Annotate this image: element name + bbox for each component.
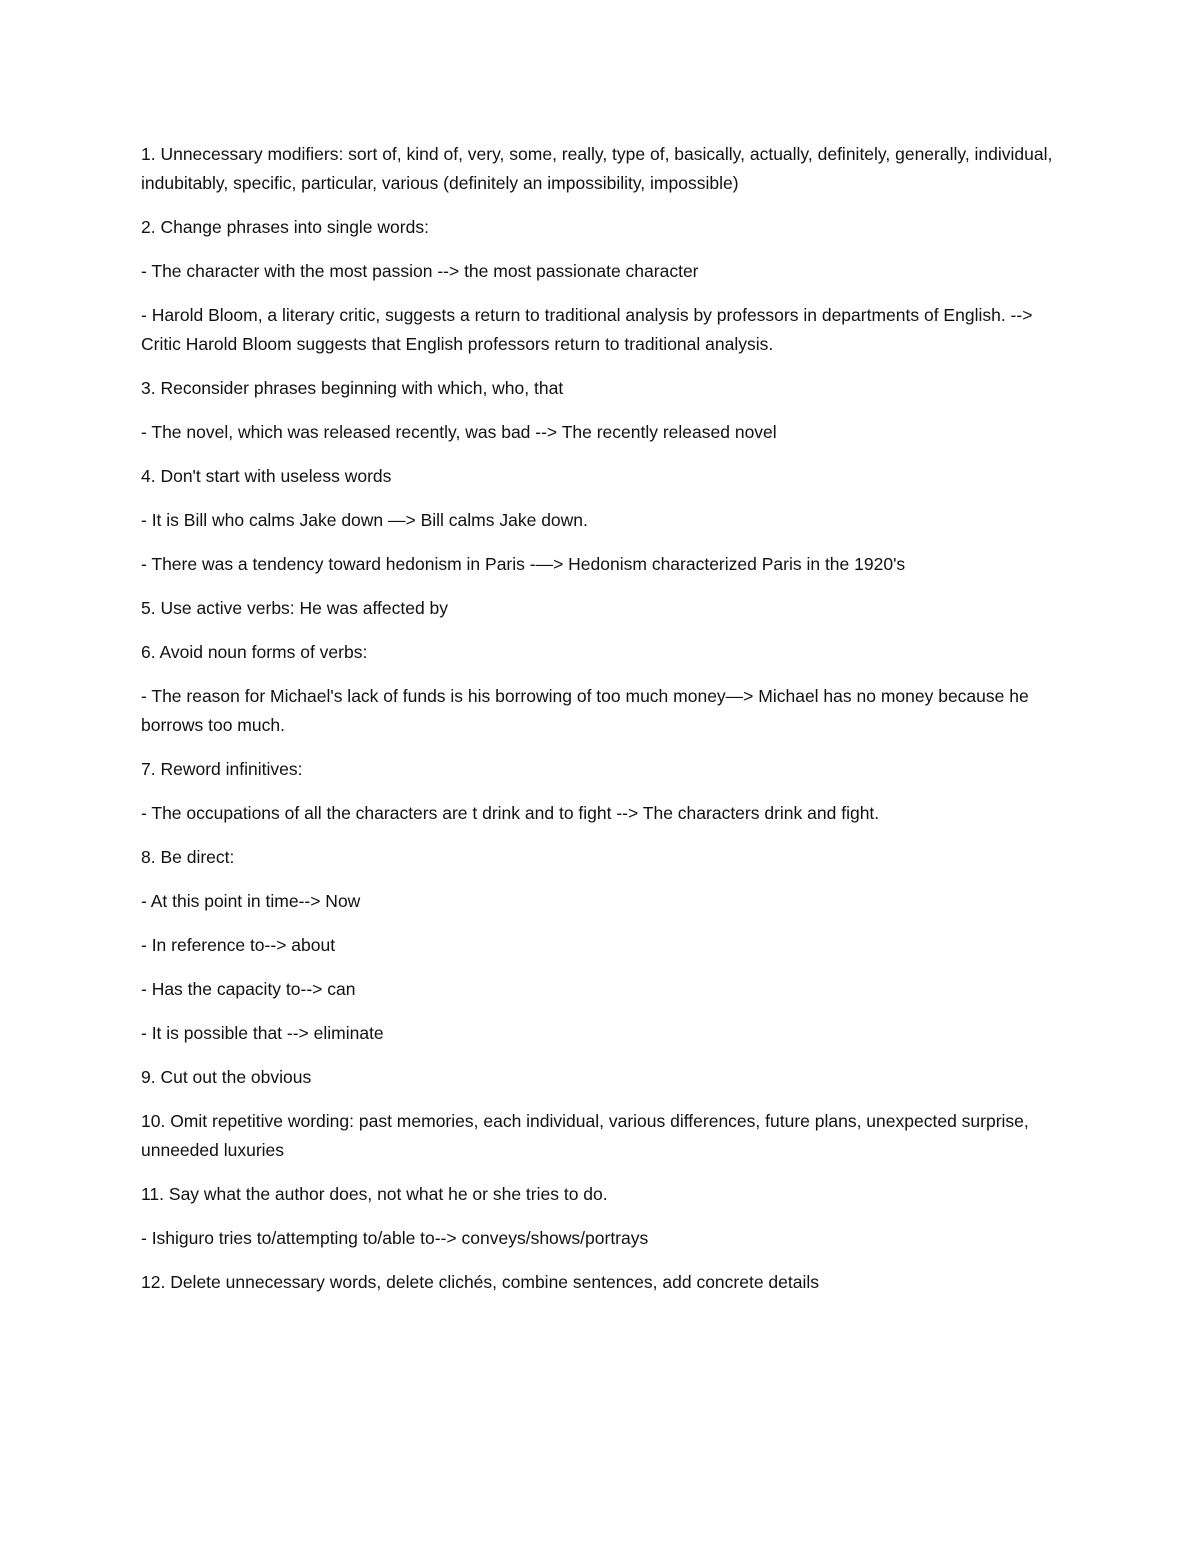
item-9-cut-obvious: 9. Cut out the obvious — [141, 1067, 312, 1087]
item-3-heading: 3. Reconsider phrases beginning with which, who, that — [141, 378, 564, 398]
item-11-heading: 11. Say what the author does, not what he or she tries to do. — [141, 1184, 608, 1204]
item-4-example-2: - There was a tendency toward hedonism in Paris -—> Hedonism characterized Paris in the 1920's — [141, 554, 906, 574]
item-8-example-4: - It is possible that --> eliminate — [141, 1023, 384, 1043]
item-7-example: - The occupations of all the characters are t drink and to fight --> The characters drink and fight. — [141, 803, 880, 823]
item-4-example-1: - It is Bill who calms Jake down —> Bill calms Jake down. — [141, 510, 588, 530]
item-5-active-verbs: 5. Use active verbs: He was affected by — [141, 598, 449, 618]
item-7-heading: 7. Reword infinitives: — [141, 759, 303, 779]
item-3-example: - The novel, which was released recently, was bad --> The recently released novel — [141, 422, 777, 442]
item-8-heading: 8. Be direct: — [141, 847, 235, 867]
item-6-heading: 6. Avoid noun forms of verbs: — [141, 642, 368, 662]
item-6-example: - The reason for Michael's lack of funds is his borrowing of too much money—> Michael has no money because he borrows too much. — [141, 686, 1029, 735]
item-2-example-1: - The character with the most passion --> the most passionate character — [141, 261, 699, 281]
item-10-repetitive-wording: 10. Omit repetitive wording: past memories, each individual, various differences, future plans, unexpected surprise, unneeded luxuries — [141, 1111, 1029, 1160]
document-page — [141, 140, 1061, 1312]
item-8-example-3: - Has the capacity to--> can — [141, 979, 356, 999]
item-2-example-2: - Harold Bloom, a literary critic, suggests a return to traditional analysis by professors in departments of English. --> Critic Harold Bloom suggests that English professors return to traditional analysis. — [141, 305, 1033, 354]
item-11-example: - Ishiguro tries to/attempting to/able to--> conveys/shows/portrays — [141, 1228, 649, 1248]
item-8-example-2: - In reference to--> about — [141, 935, 336, 955]
item-8-example-1: - At this point in time--> Now — [141, 891, 361, 911]
item-12-delete-words: 12. Delete unnecessary words, delete clichés, combine sentences, add concrete details — [141, 1272, 820, 1292]
item-2-heading: 2. Change phrases into single words: — [141, 217, 429, 237]
item-1-unnecessary-modifiers: 1. Unnecessary modifiers: sort of, kind of, very, some, really, type of, basically, actually, definitely, generally, individual, indubitably, specific, particular, various (definitely an impossibility, impossible) — [141, 144, 1053, 193]
item-4-heading: 4. Don't start with useless words — [141, 466, 392, 486]
